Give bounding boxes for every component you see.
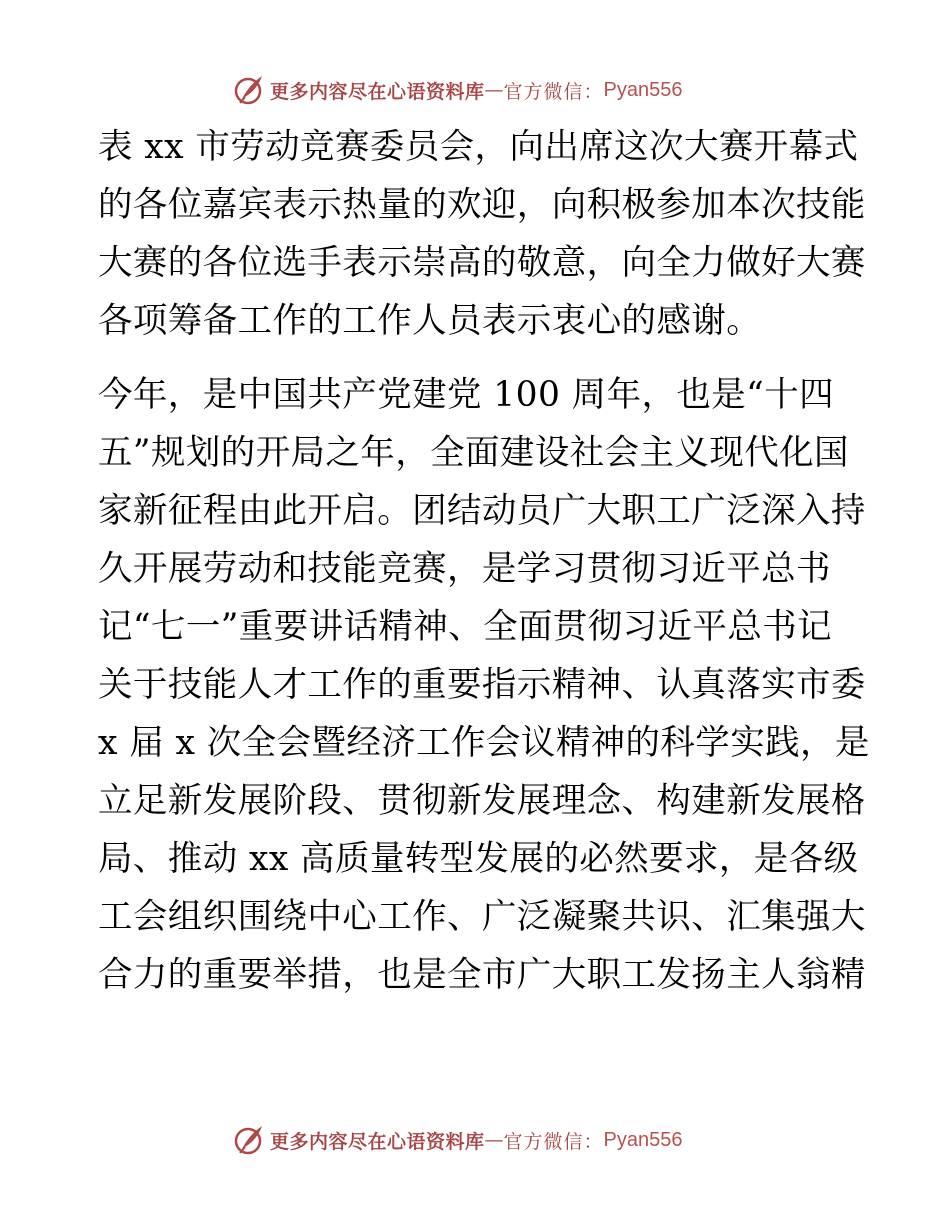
text-line: 记“七一”重要讲话精神、全面贯彻习近平总书记: [98, 607, 833, 647]
watermark-main-text: 更多内容尽在心语资料库: [270, 1130, 485, 1153]
text-line: 局、推动 xx 高质量转型发展的必然要求，是各级: [98, 839, 859, 879]
text-line: 久开展劳动和技能竞赛，是学习贯彻习近平总书: [98, 549, 831, 589]
paragraph-spacer: [98, 350, 858, 366]
text-line: 立足新发展阶段、贯彻新发展理念、构建新发展格: [98, 781, 866, 821]
quill-pen-logo-icon: [232, 1123, 266, 1157]
text-line: 的各位嘉宾表示热量的欢迎，向积极参加本次技能: [98, 185, 866, 225]
text-line: 关于技能人才工作的重要指示精神、认真落实市委: [98, 665, 866, 705]
paragraph-2: [98, 366, 870, 1004]
paragraph-1: [98, 118, 866, 350]
quill-pen-logo-icon: [232, 73, 266, 107]
document-body: [98, 118, 870, 1004]
watermark-main-text: 更多内容尽在心语资料库: [270, 80, 485, 103]
watermark-wechat-id: Pyan556: [603, 78, 683, 101]
text-line: 大赛的各位选手表示崇高的敬意，向全力做好大赛: [98, 243, 866, 283]
text-line: 家新征程由此开启。团结动员广大职工广泛深入持: [98, 491, 866, 531]
text-line: 合力的重要举措，也是全市广大职工发扬主人翁精: [98, 955, 866, 995]
header-watermark: [232, 72, 683, 108]
footer-watermark: [232, 1122, 683, 1158]
watermark-wechat-label: 官方微信：: [503, 1130, 604, 1153]
watermark-separator: —: [484, 79, 504, 101]
text-line: x 届 x 次全会暨经济工作会议精神的科学实践，是: [98, 723, 870, 763]
watermark-wechat-label: 官方微信：: [503, 80, 604, 103]
watermark-wechat-id: Pyan556: [603, 1128, 683, 1151]
text-line: 表 xx 市劳动竞赛委员会，向出席这次大赛开幕式: [98, 127, 859, 167]
text-line: 工会组织围绕中心工作、广泛凝聚共识、汇集强大: [98, 897, 866, 937]
watermark-separator: —: [484, 1129, 504, 1151]
text-line: 五”规划的开局之年，全面建设社会主义现代化国: [98, 433, 849, 473]
text-line: 今年，是中国共产党建党 100 周年，也是“十四: [98, 375, 835, 415]
text-line: 各项筹备工作的工作人员表示衷心的感谢。: [98, 301, 762, 341]
